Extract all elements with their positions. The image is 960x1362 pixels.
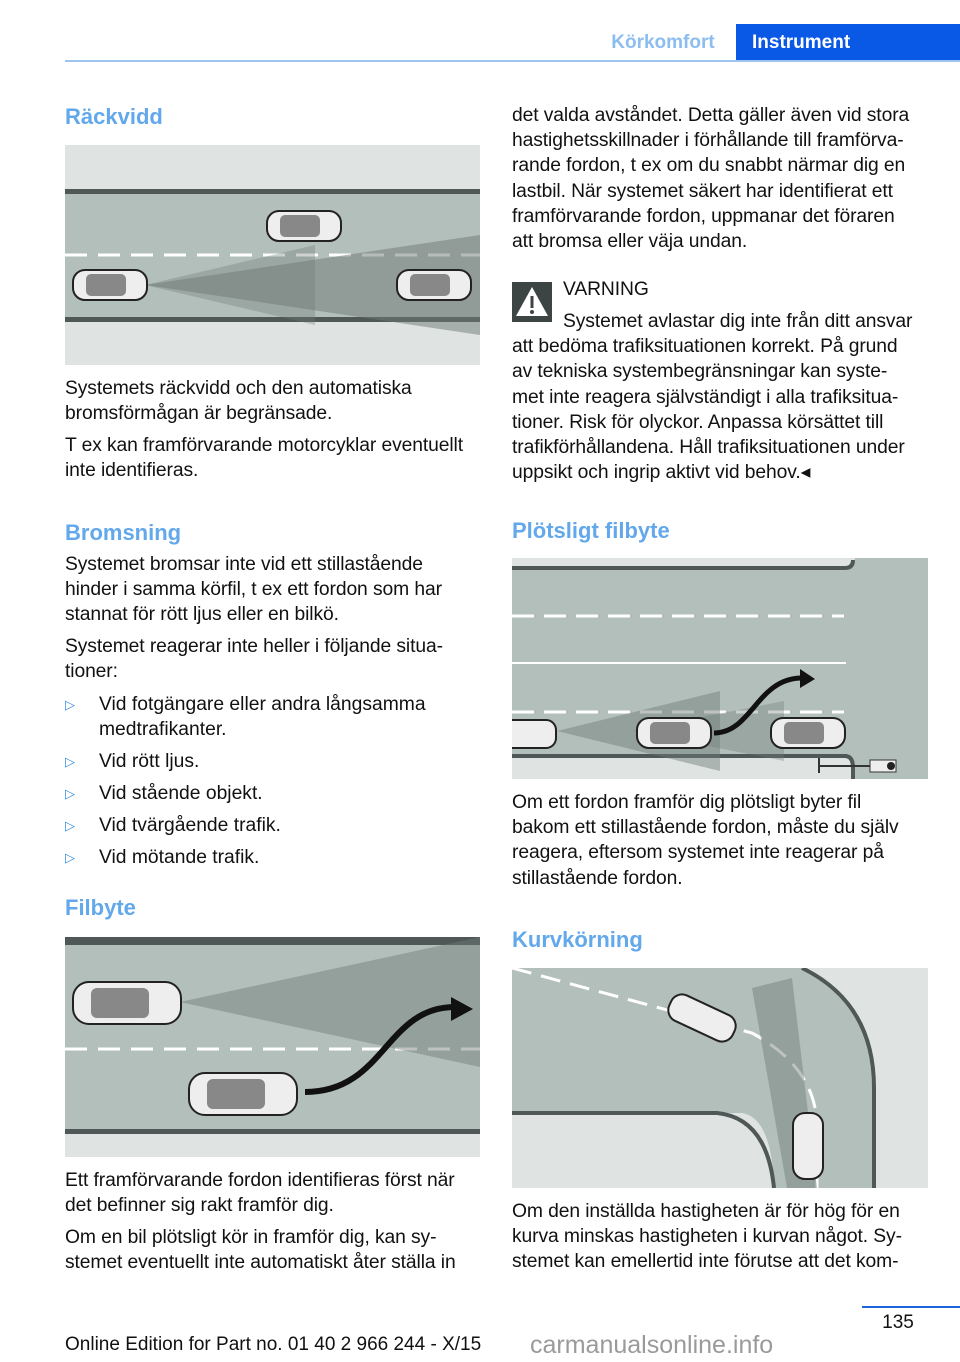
footer-divider (862, 1306, 960, 1308)
lane-change-paragraph-1 (65, 1168, 490, 1218)
text-line: rande fordon, t ex om du snabbt närmar dig en (512, 155, 906, 177)
text-line: Systemet avlastar dig inte från ditt ansvar (563, 311, 913, 332)
text-line: T ex kan framförvarande motorcyklar eventuellt (65, 435, 463, 456)
text-line: lastbil. När systemet säkert har identifierat ett (512, 180, 893, 202)
text-line: stemet kan emellertid inte förutse att det kom- (512, 1251, 899, 1273)
list-item-text: Vid mötande trafik. (99, 847, 260, 868)
list-item-text: Vid stående objekt. (99, 783, 263, 804)
heading-braking: Bromsning (65, 520, 182, 545)
text-line: uppsikt och ingrip aktivt vid behov.◂ (512, 462, 811, 484)
car-icon (637, 718, 711, 748)
car-icon (397, 270, 471, 300)
text-line: Om en bil plötsligt kör in framför dig, kan sy- (65, 1227, 437, 1248)
text-line: Ett framförvarande fordon identifieras först när (65, 1170, 455, 1191)
bullet-triangle-icon: ▷ (65, 818, 75, 833)
list-item-text: Vid tvärgående trafik. (99, 815, 281, 836)
text-line: Systemet bromsar inte vid ett stillastående (65, 554, 423, 575)
text-line: stillastående fordon. (512, 867, 683, 889)
text-line: hinder i samma körfil, t ex ett fordon som har (65, 579, 442, 601)
text-line: kurva minskas hastigheten i kurvan något. Sy- (512, 1226, 902, 1248)
bullet-triangle-icon: ▷ (65, 850, 75, 865)
range-illustration (65, 145, 480, 365)
edition-text: Online Edition for Part no. 01 40 2 966 244 - X/15 (65, 1334, 482, 1355)
warning-title (563, 277, 763, 302)
braking-paragraph-2 (65, 634, 490, 684)
text-line: stannat för rött ljus eller en bilkö. (65, 604, 339, 626)
text-line: tioner: (65, 661, 118, 683)
text-line: det valda avståndet. Detta gäller även vid stora (512, 105, 910, 126)
range-paragraph-1 (65, 376, 490, 426)
car-icon (73, 270, 147, 300)
heading-lane-change: Filbyte (65, 895, 136, 920)
list-item-text: Vid rött ljus. (99, 751, 200, 772)
text-line: hastighetsskillnader i förhållande till framförva- (512, 130, 904, 152)
car-icon (267, 211, 341, 241)
car-icon (189, 1073, 297, 1115)
text-line: bromsförmågan är begränsade. (65, 403, 333, 425)
lane-change-paragraph-2 (65, 1225, 490, 1275)
bullet-triangle-icon: ▷ (65, 786, 75, 801)
bullet-triangle-icon: ▷ (65, 754, 75, 769)
text-line: stemet eventuellt inte automatiskt åter ställa in (65, 1252, 456, 1274)
continued-paragraph (512, 103, 932, 254)
sudden-lane-change-paragraph (512, 790, 937, 891)
watermark: carmanualsonline.info (530, 1331, 774, 1359)
text-line: bakom ett stillastående fordon, måste du själv (512, 817, 899, 839)
text-line: att bromsa eller väja undan. (512, 231, 748, 253)
text-line: inte identifieras. (65, 460, 199, 482)
car-icon (512, 720, 556, 748)
car-icon (771, 718, 845, 748)
text-line: Systemets räckvidd och den automatiska (65, 378, 412, 399)
text-line: Om ett fordon framför dig plötsligt byter fil (512, 792, 862, 813)
page-number: 135 (882, 1312, 914, 1333)
sudden-lane-change-illustration (512, 558, 928, 779)
bullet-triangle-icon: ▷ (65, 697, 75, 712)
header-chapter-tab: Instrument (736, 24, 960, 62)
car-icon (73, 982, 181, 1024)
car-icon (793, 1113, 823, 1179)
text-line: reagera, eftersom systemet inte reagerar på (512, 842, 884, 864)
heading-range: Räckvidd (65, 104, 163, 129)
cornering-illustration (512, 968, 928, 1188)
text-line: det befinner sig rakt framför dig. (65, 1195, 334, 1217)
warning-title-text: VARNING (563, 279, 649, 300)
header-section-label: Körkomfort (611, 32, 715, 53)
text-line: met inte reagera självständigt i alla trafiksitua- (512, 386, 899, 408)
heading-sudden-lane-change: Plötsligt filbyte (512, 518, 670, 543)
text-line: av tekniska systembegränsningar kan syste- (512, 361, 888, 383)
warning-text (512, 309, 932, 485)
text-line: framförvarande fordon, uppmanar det föraren (512, 205, 895, 227)
text-line: Systemet reagerar inte heller i följande situa- (65, 636, 443, 657)
cornering-paragraph (512, 1199, 937, 1275)
range-paragraph-2 (65, 433, 490, 483)
text-line: trafikförhållandena. Håll trafiksituationen under (512, 437, 905, 459)
list-item-text: Vid fotgängare eller andra långsamma (99, 694, 426, 715)
header-divider (65, 60, 960, 62)
lane-change-illustration (65, 937, 480, 1157)
heading-cornering: Kurvkörning (512, 927, 643, 952)
text-line: Om den inställda hastigheten är för hög för en (512, 1201, 900, 1222)
list-item-text: medtrafikanter. (99, 719, 227, 741)
text-line: tioner. Risk för olyckor. Anpassa körsättet till (512, 411, 884, 433)
text-line: att bedöma trafiksituationen korrekt. På grund (512, 336, 898, 358)
braking-paragraph-1 (65, 552, 490, 628)
